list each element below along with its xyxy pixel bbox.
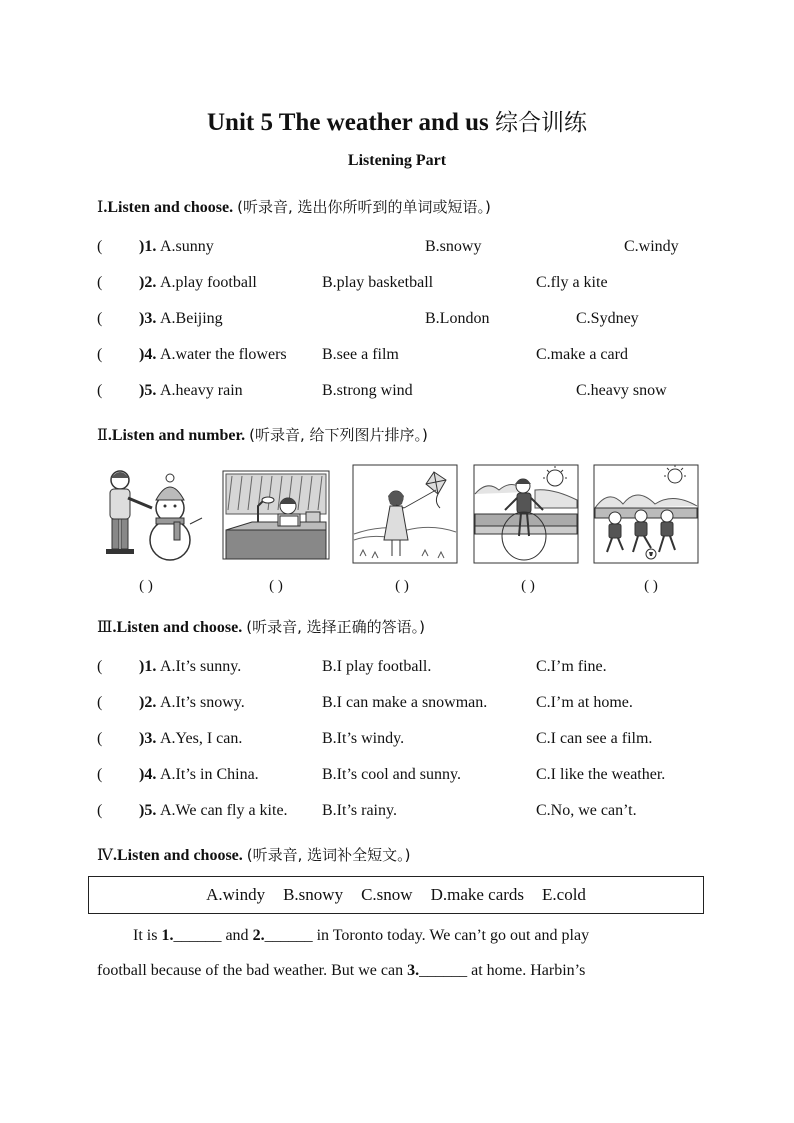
- answer-paren[interactable]: (: [97, 310, 103, 327]
- section-2-number: Ⅱ: [97, 425, 108, 444]
- kite-illustration: [352, 464, 460, 564]
- option-c: C.make a card: [536, 346, 628, 363]
- option-c: C.I’m fine.: [536, 658, 607, 675]
- s3-question-2: [97, 694, 717, 718]
- word-option-a: A.windy: [206, 885, 266, 904]
- passage-text: football because of the bad weather. But we can: [97, 962, 408, 979]
- answer-paren[interactable]: (: [97, 730, 103, 747]
- answer-paren[interactable]: (: [97, 658, 103, 675]
- picture-1-answer-blank[interactable]: ( ): [139, 578, 153, 594]
- blank-2-number: 2.: [252, 927, 265, 944]
- section-3-instruction: .Listen and choose.: [112, 619, 243, 636]
- title-chinese: 综合训练: [495, 110, 587, 136]
- option-b: B.It’s rainy.: [322, 802, 397, 819]
- rain-reading-picture: [222, 470, 330, 570]
- option-c: C.Sydney: [576, 310, 639, 327]
- section-2-instruction: .Listen and number.: [107, 427, 246, 444]
- option-b: B.see a film: [322, 346, 399, 363]
- question-number: )4.: [139, 766, 157, 783]
- answer-paren[interactable]: (: [97, 694, 103, 711]
- answer-paren[interactable]: (: [97, 802, 103, 819]
- picture-2-answer-blank[interactable]: ( ): [269, 578, 283, 594]
- section-1-instruction-cn: (听录音, 选出你所听到的单词或短语。): [237, 198, 491, 216]
- s1-question-1: [97, 238, 717, 262]
- section-3-heading: [97, 616, 425, 637]
- question-number: )1.: [139, 658, 157, 675]
- picture-3-answer-blank[interactable]: ( ): [395, 578, 409, 594]
- football-illustration: [593, 464, 701, 564]
- section-4-instruction-cn: (听录音, 选词补全短文。): [246, 846, 411, 864]
- option-b: B.It’s cool and sunny.: [322, 766, 461, 783]
- snowman-illustration: [98, 464, 206, 564]
- question-number: )5.: [139, 802, 157, 819]
- option-b: B.I play football.: [322, 658, 432, 675]
- title-english: Unit 5 The weather and us: [206, 109, 489, 136]
- word-option-e: E.cold: [542, 885, 586, 904]
- answer-paren[interactable]: (: [97, 274, 103, 291]
- option-a: A.It’s snowy.: [160, 694, 245, 711]
- blank-2[interactable]: ______ in Toronto today. We can’t go out and play: [264, 927, 590, 944]
- section-4-number: Ⅳ: [97, 845, 113, 864]
- option-c: C.No, we can’t.: [536, 802, 637, 819]
- picture-4-answer-blank[interactable]: ( ): [521, 578, 535, 594]
- question-number: )5.: [139, 382, 157, 399]
- word-option-b: B.snowy: [283, 885, 344, 904]
- passage-text: It is: [133, 927, 162, 944]
- option-a: A.play football: [160, 274, 257, 291]
- option-a: A.sunny: [160, 238, 214, 255]
- option-a: A.We can fly a kite.: [160, 802, 288, 819]
- s3-question-4: [97, 766, 717, 790]
- snowman-picture: [98, 464, 206, 564]
- page-title: [0, 104, 794, 137]
- question-number: )2.: [139, 274, 157, 291]
- football-picture: [593, 464, 701, 564]
- word-option-d: D.make cards: [430, 885, 525, 904]
- s3-question-3: [97, 730, 717, 754]
- option-c: C.fly a kite: [536, 274, 608, 291]
- option-c: C.I like the weather.: [536, 766, 666, 783]
- section-1-instruction: .Listen and choose.: [103, 199, 234, 216]
- kite-picture: [352, 464, 460, 564]
- option-b: B.play basketball: [322, 274, 434, 291]
- s3-question-5: [97, 802, 717, 826]
- section-3-number: Ⅲ: [97, 617, 113, 636]
- page-subtitle: Listening Part: [347, 152, 447, 169]
- jump-rope-picture: [473, 464, 581, 564]
- option-b: B.strong wind: [322, 382, 413, 399]
- section-3-instruction-cn: (听录音, 选择正确的答语。): [246, 618, 425, 636]
- question-number: )3.: [139, 310, 157, 327]
- word-option-c: C.snow: [361, 885, 413, 904]
- rain-reading-illustration: [222, 470, 330, 570]
- section-4-heading: [97, 844, 411, 865]
- blank-3-number: 3.: [407, 962, 420, 979]
- passage-line-1: [133, 927, 733, 945]
- option-c: C.I’m at home.: [536, 694, 633, 711]
- option-a: A.It’s in China.: [160, 766, 259, 783]
- option-c: C.I can see a film.: [536, 730, 653, 747]
- option-a: A.Yes, I can.: [160, 730, 243, 747]
- blank-1[interactable]: ______ and: [173, 927, 253, 944]
- section-1-number: Ⅰ: [97, 197, 104, 216]
- s1-question-2: [97, 274, 717, 298]
- blank-1-number: 1.: [161, 927, 174, 944]
- option-a: A.Beijing: [160, 310, 223, 327]
- answer-paren[interactable]: (: [97, 346, 103, 363]
- section-1-heading: [97, 196, 491, 217]
- answer-paren[interactable]: (: [97, 238, 103, 255]
- option-b: B.London: [425, 310, 490, 327]
- option-a: A.water the flowers: [160, 346, 287, 363]
- option-b: B.It’s windy.: [322, 730, 405, 747]
- question-number: )1.: [139, 238, 157, 255]
- answer-paren[interactable]: (: [97, 766, 103, 783]
- question-number: )4.: [139, 346, 157, 363]
- section-2-heading: [97, 424, 428, 445]
- s3-question-1: [97, 658, 717, 682]
- blank-3[interactable]: ______ at home. Harbin’s: [419, 962, 586, 979]
- option-b: B.snowy: [425, 238, 482, 255]
- section-4-instruction: .Listen and choose.: [112, 847, 243, 864]
- section-2-instruction-cn: (听录音, 给下列图片排序。): [249, 426, 428, 444]
- question-number: )3.: [139, 730, 157, 747]
- word-bank-box: [88, 876, 704, 914]
- answer-paren[interactable]: (: [97, 382, 103, 399]
- question-number: )2.: [139, 694, 157, 711]
- picture-5-answer-blank[interactable]: ( ): [644, 578, 658, 594]
- option-c: C.windy: [624, 238, 679, 255]
- passage-line-2: [97, 962, 697, 980]
- option-b: B.I can make a snowman.: [322, 694, 488, 711]
- s1-question-3: [97, 310, 717, 334]
- option-a: A.heavy rain: [160, 382, 243, 399]
- s1-question-4: [97, 346, 717, 370]
- s1-question-5: [97, 382, 717, 406]
- option-c: C.heavy snow: [576, 382, 667, 399]
- jump-rope-illustration: [473, 464, 581, 564]
- option-a: A.It’s sunny.: [160, 658, 242, 675]
